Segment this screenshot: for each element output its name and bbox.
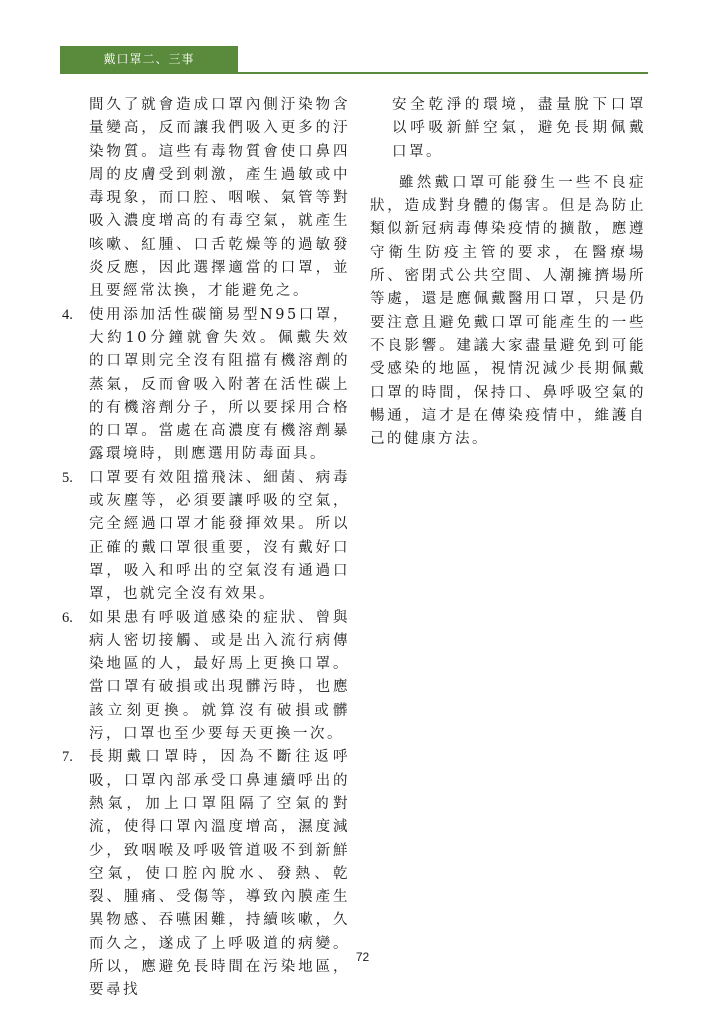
- list-number: 5.: [62, 469, 73, 486]
- list-item-6: [62, 607, 350, 747]
- header-title: 戴口罩二、三事: [60, 46, 238, 72]
- running-header: [60, 46, 648, 74]
- right-column: [370, 94, 646, 451]
- left-column: [62, 94, 350, 1003]
- list-item-7: [62, 746, 350, 1002]
- list-item-text: 口罩要有效阻擋飛沫、細菌、病毒或灰塵等，必須要讓呼吸的空氣，完全經過口罩才能發揮效果。所以正確的戴口罩很重要，沒有戴好口罩，吸入和呼出的空氣沒有通過口罩，也就完全沒有效果。: [89, 469, 350, 603]
- list-item-text: 長期戴口罩時，因為不斷往返呼吸，口罩內部承受口鼻連續呼出的熱氣，加上口罩阻隔了空氣的對流，使得口罩內溫度增高，濕度減少，致咽喉及呼吸管道吸不到新鮮空氣，使口腔內脫水、發熱、乾裂、腫痛、受傷等，導致內膜產生異物感、吞嚥困難，持續咳嗽，久而久之，遂成了上呼吸道的病變。所以，應避免長時間在污染地區，要尋找: [89, 749, 350, 999]
- list-item-4: [62, 304, 350, 467]
- list-number: 4.: [62, 306, 73, 323]
- continued-list-text: 安全乾淨的環境，盡量脫下口罩以呼吸新鮮空氣，避免長期佩戴口罩。: [392, 97, 646, 160]
- page-number: 72: [355, 950, 370, 964]
- list-number: 6.: [62, 609, 73, 626]
- list-item-text: 使用添加活性碳簡易型N95口罩，大約10分鐘就會失效。佩戴失效的口罩則完全沒有阻擋有機溶劑的蒸氣，反而會吸入附著在活性碳上的有機溶劑分子，所以要採用合格的口罩。當處在高濃度有機溶劑暴露環境時，則應選用防毒面具。: [89, 306, 350, 463]
- header-rule: [60, 72, 648, 74]
- list-number: 7.: [62, 749, 73, 766]
- list-item-5: [62, 467, 350, 607]
- list-item-text: 如果患有呼吸道感染的症狀、曾與病人密切接觸、或是出入流行病傳染地區的人，最好馬上更換口罩。當口罩有破損或出現髒污時，也應該立刻更換。就算沒有破損或髒污，口罩也至少要每天更換一次。: [89, 609, 350, 743]
- continued-paragraph: 間久了就會造成口罩內側汙染物含量變高，反而讓我們吸入更多的汙染物質。這些有毒物質會使口鼻四周的皮膚受到刺激，產生過敏或中毒現象，而口腔、咽喉、氣管等對吸入濃度增高的有毒空氣，就產生咳嗽、紅腫、口舌乾燥等的過敏發炎反應，因此選擇適當的口罩，並且要經常汰換，才能避免之。: [89, 97, 350, 300]
- conclusion-paragraph: 雖然戴口罩可能發生一些不良症狀，造成對身體的傷害。但是為防止類似新冠病毒傳染疫情的擴散，應遵守衛生防疫主管的要求，在醫療場所、密閉式公共空間、人潮擁擠場所等處，還是應佩戴醫用口罩，只是仍要注意且避免戴口罩可能產生的一些不良影響。建議大家盡量避免到可能受感染的地區，視情況減少長期佩戴口罩的時間，保持口、鼻呼吸空氣的暢通，這才是在傳染疫情中，維護自己的健康方法。: [370, 174, 646, 448]
